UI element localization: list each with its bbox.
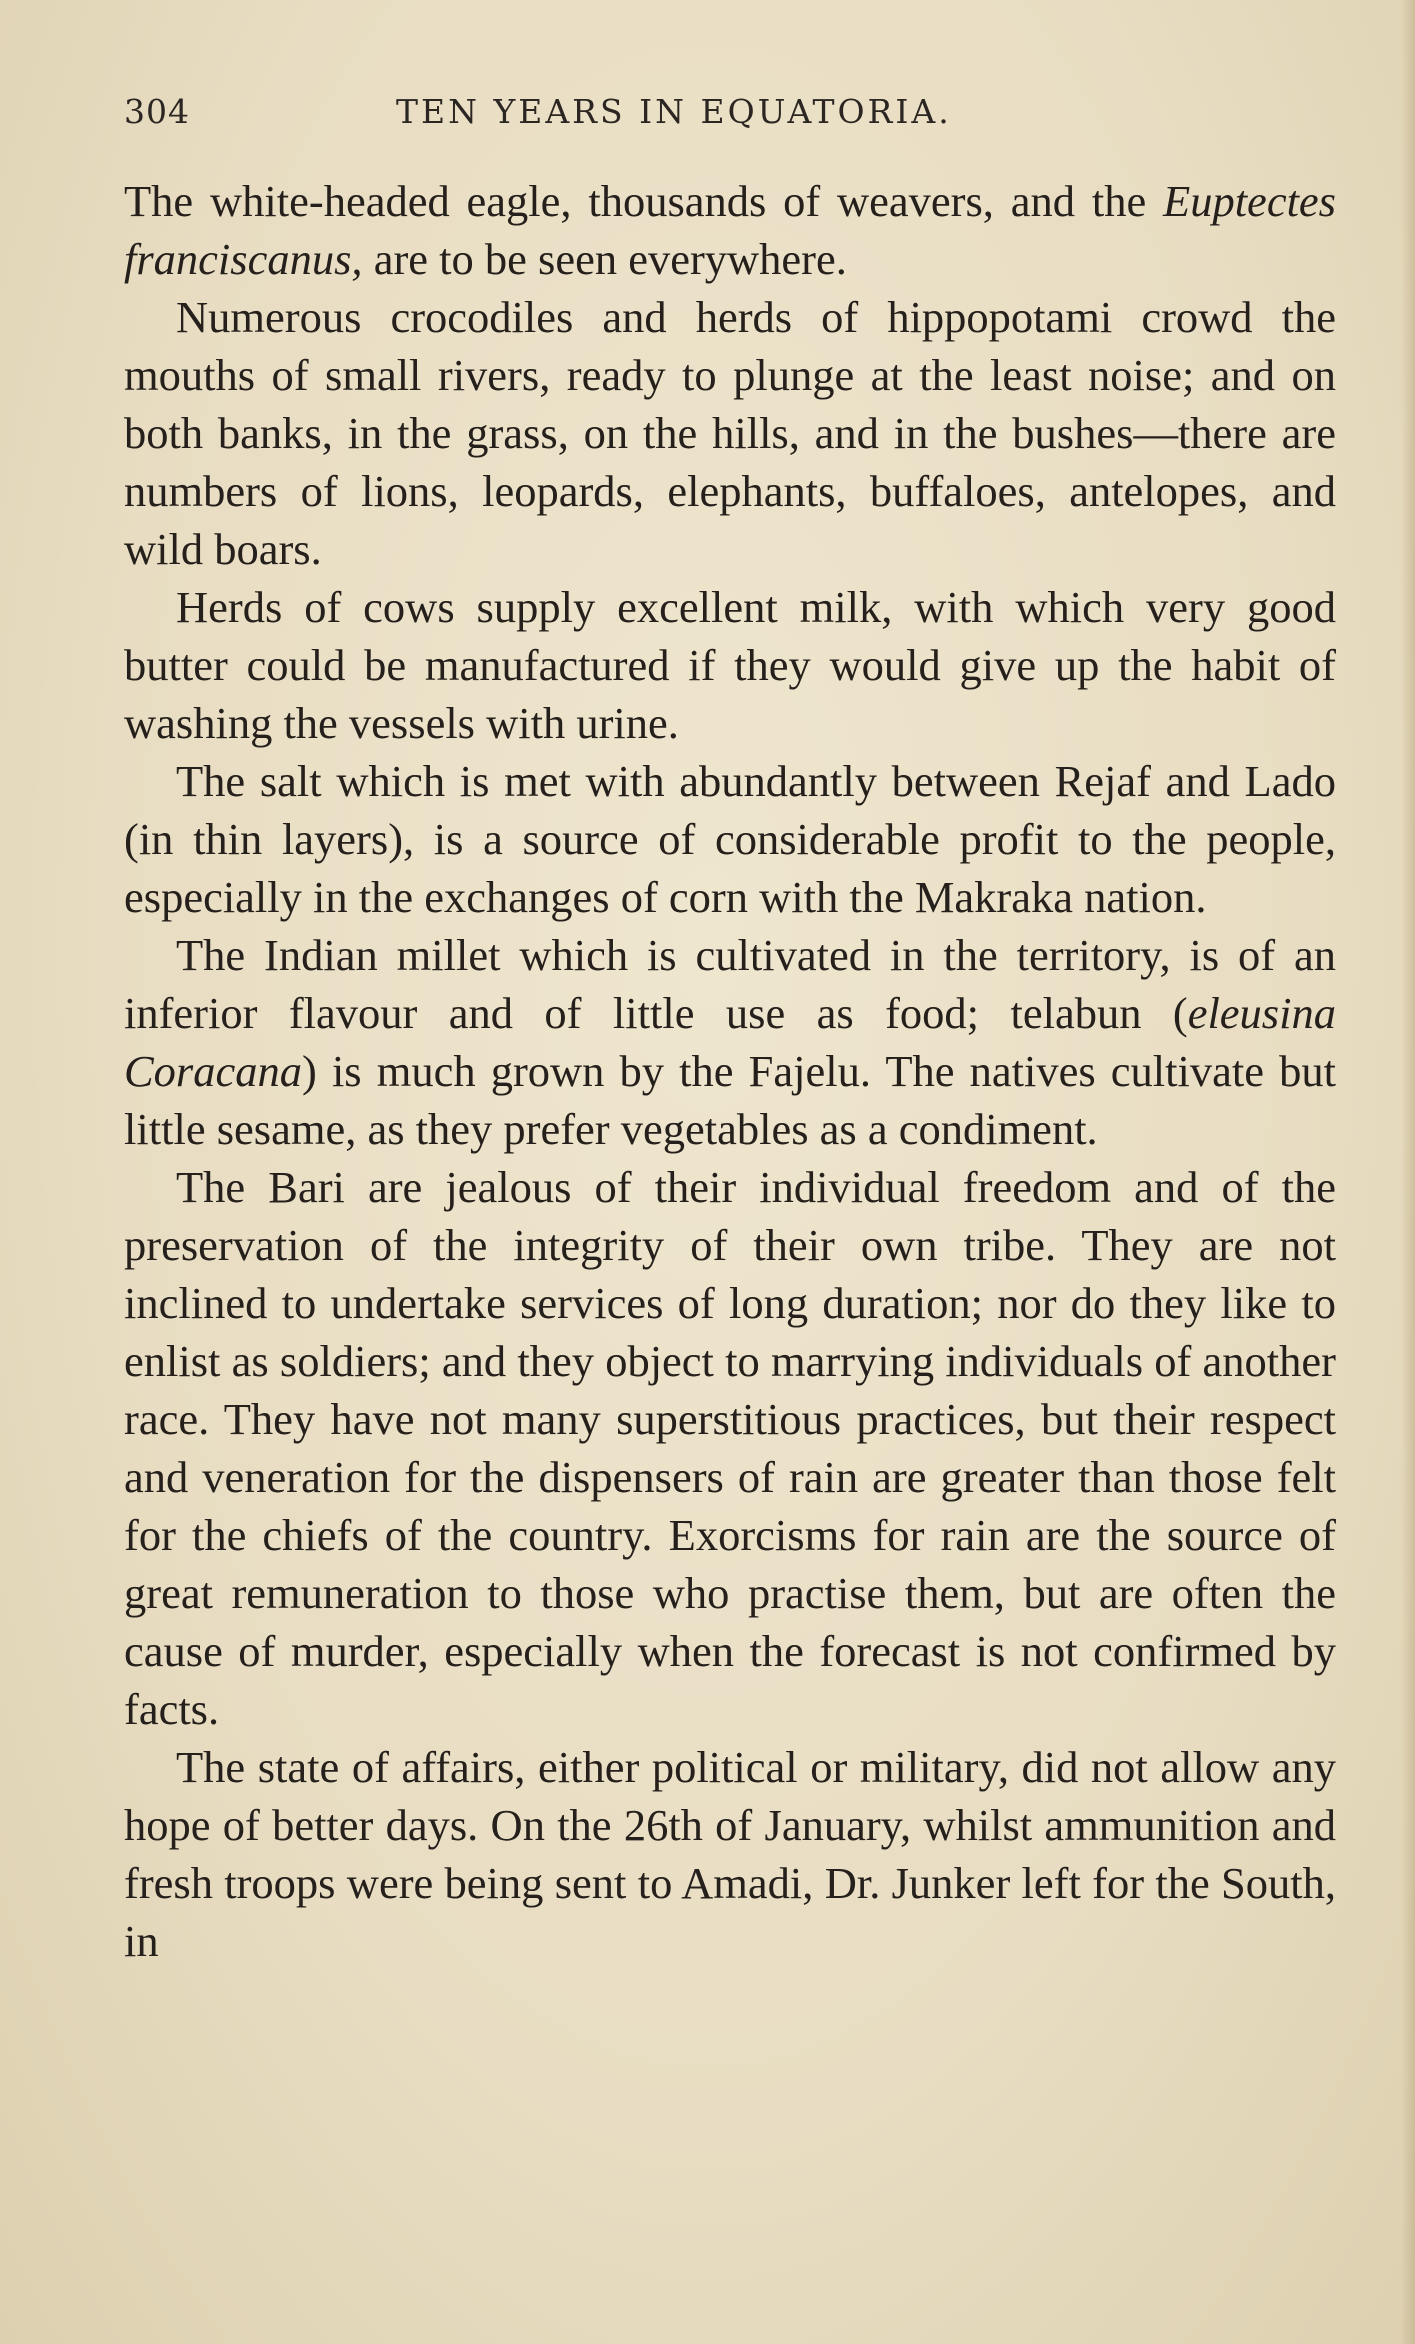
text-segment: The white-headed eagle, thousands of weavers, and the (124, 176, 1164, 226)
body-text (124, 172, 1336, 1970)
paragraph-affairs: The state of affairs, either political or military, did not allow any hope of better days. On the 26th of January, whilst ammunition and fresh troops were being sent to Amadi, Dr. Junker left for the South, in (124, 1742, 1336, 1966)
text-segment: are to be seen everywhere. (362, 234, 847, 284)
page-number: 304 (124, 92, 190, 131)
paragraph-salt: The salt which is met with abundantly between Rejaf and Lado (in thin layers), is a source of considerable profit to the people, especially in the exchanges of corn with the Makraka nation. (124, 756, 1336, 922)
page-header (124, 92, 1324, 142)
text-segment: The Indian millet which is cultivated in the territory, is of an inferior flavour and of little use as food; telabun ( (124, 930, 1336, 1038)
page-edge-shadow (1401, 0, 1415, 2344)
paragraph-bari: The Bari are jealous of their individual freedom and of the preservation of the integrity of their own tribe. They are not inclined to undertake services of long duration; nor do they like to enlist as soldiers; and they object to marrying individuals of another race. They have not many superstitious practices, but their respect and veneration for the dispensers of rain are greater than those felt for the chiefs of the country. Exorcisms for rain are the source of great remuneration to those who practise them, but are often the cause of murder, especially when the forecast is not confirmed by facts. (124, 1162, 1336, 1734)
paragraph-millet (124, 926, 1336, 1158)
paragraph-eagle (124, 172, 1336, 288)
species-name: Euptectes franciscanus, (124, 176, 1336, 284)
running-title: TEN YEARS IN EQUATORIA. (396, 92, 952, 131)
paragraph-cows: Herds of cows supply excellent milk, with which very good butter could be manufactured if they would give up the habit of washing the vessels with urine. (124, 582, 1336, 748)
text-segment: ) is much grown by the Fajelu. The natives cultivate but little sesame, as they prefer vegetables as a condiment. (124, 1046, 1336, 1154)
paragraph-crocodiles: Numerous crocodiles and herds of hippopotami crowd the mouths of small rivers, ready to plunge at the least noise; and on both banks, in the grass, on the hills, and in the bushes—there are numbers of lions, leopards, elephants, buffaloes, antelopes, and wild boars. (124, 292, 1336, 574)
species-name: eleusina Coracana (124, 988, 1336, 1096)
